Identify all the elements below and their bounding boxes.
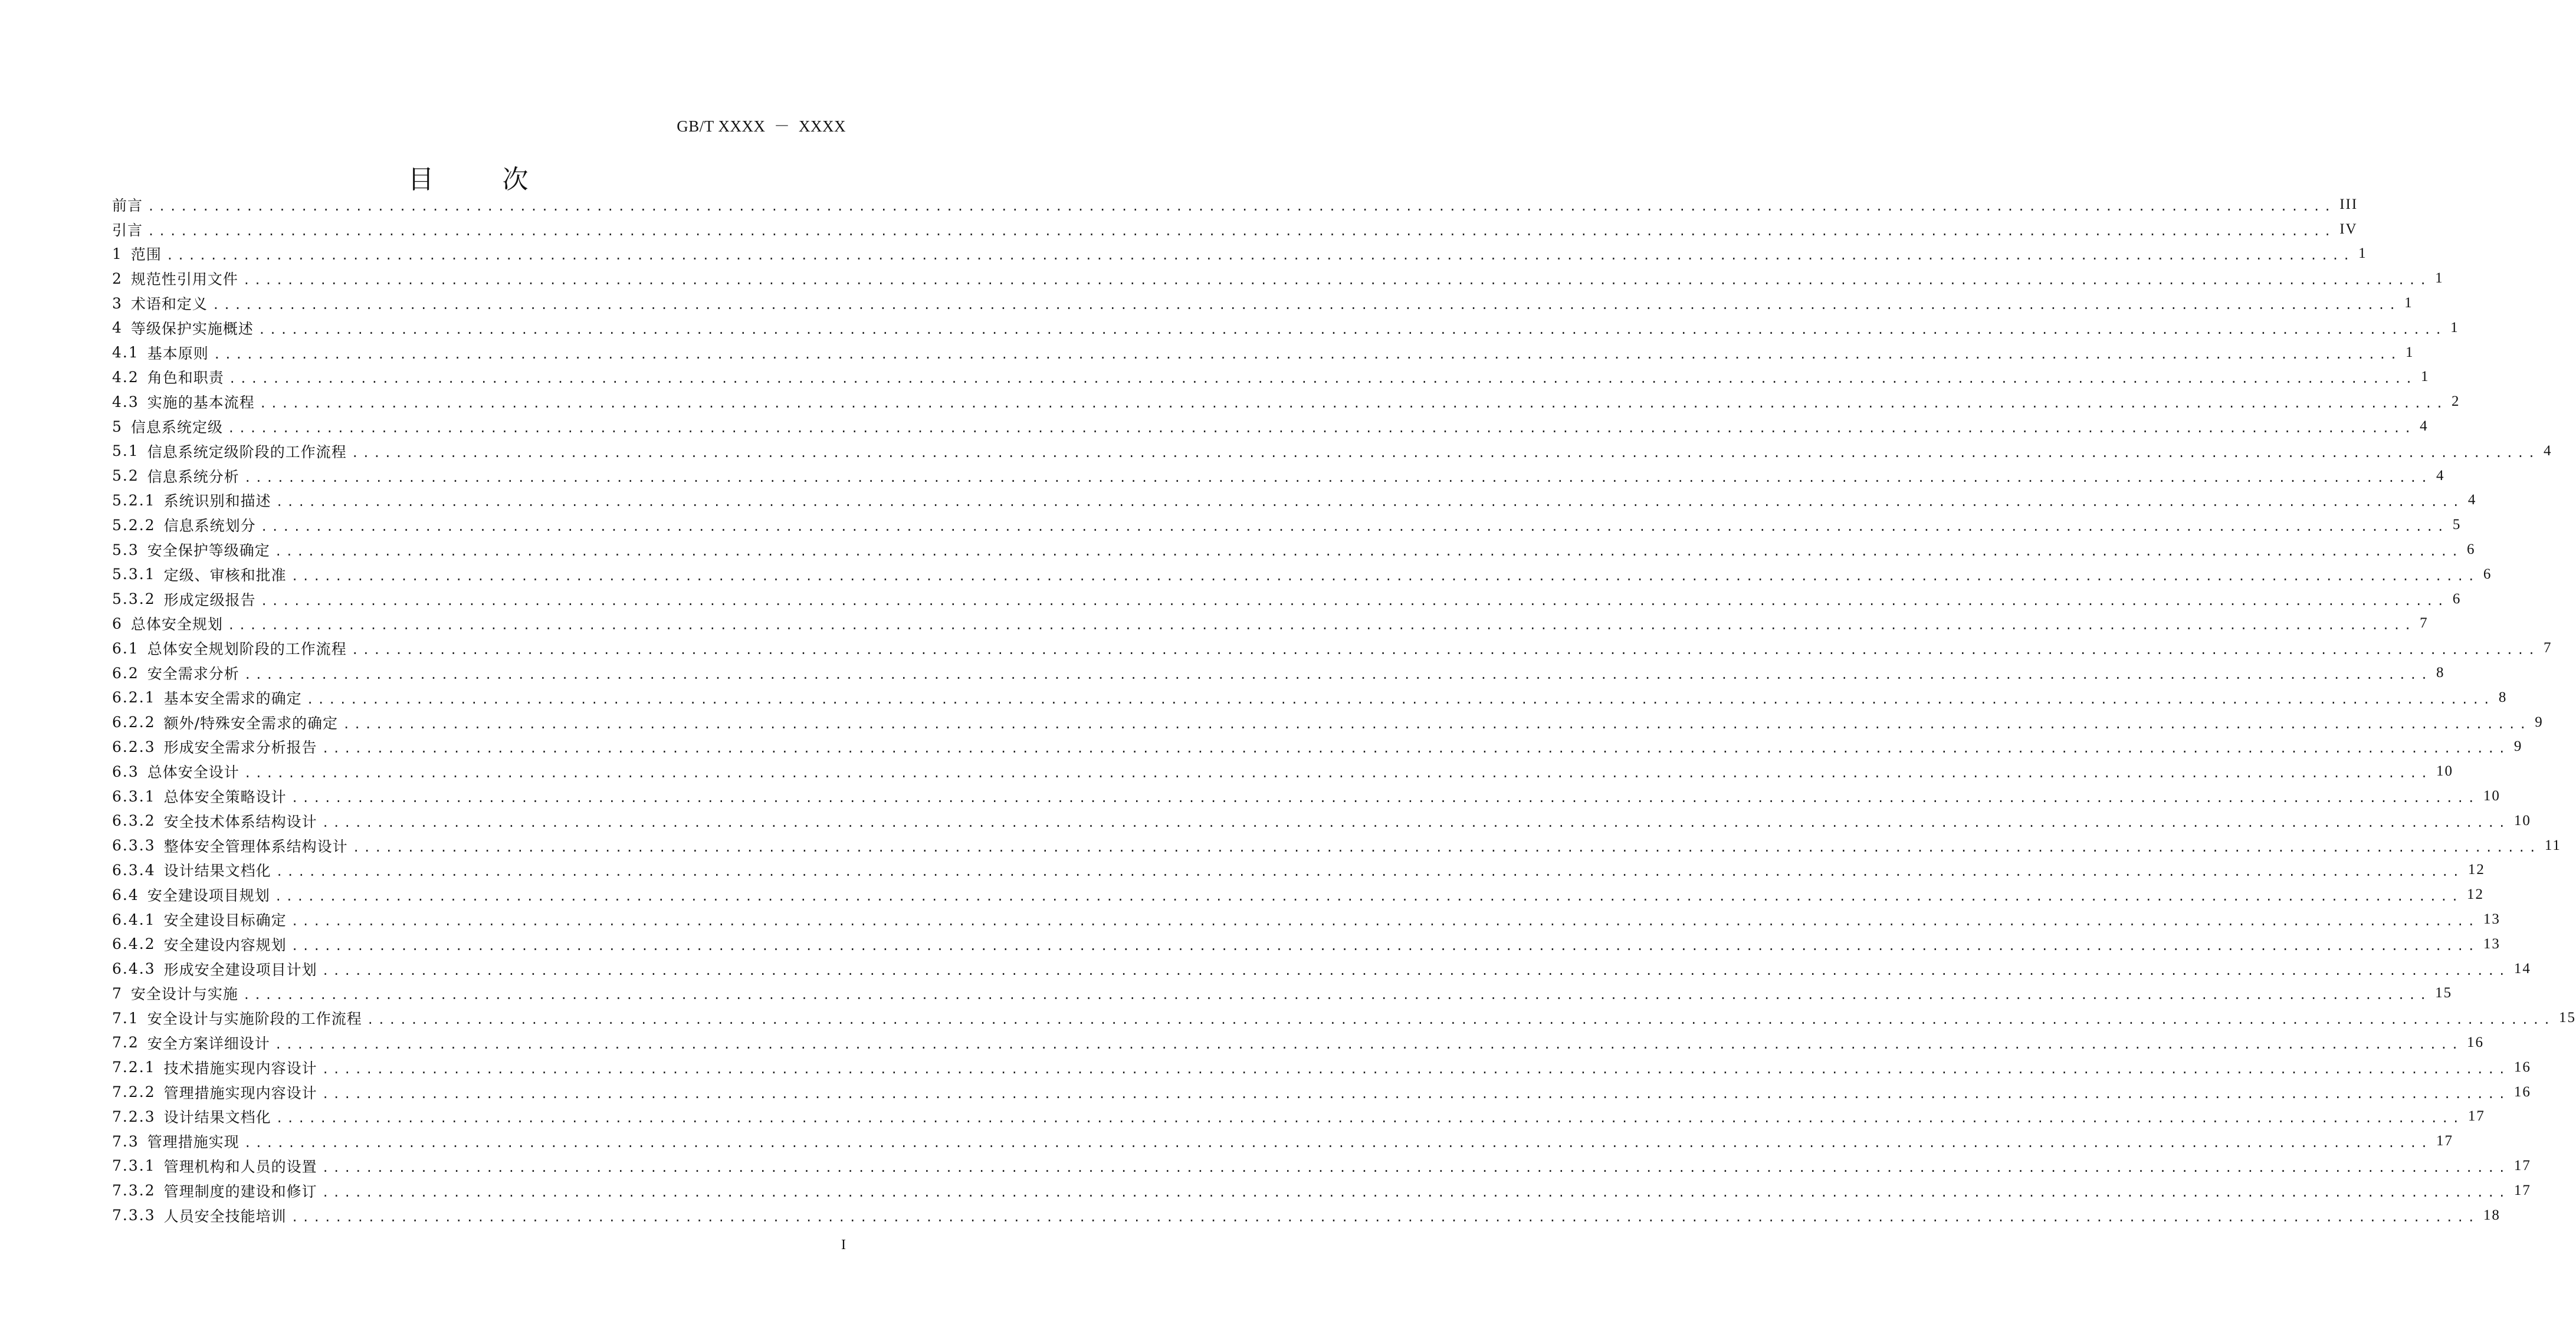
toc-entry-number: 7 (112, 984, 123, 1002)
toc-entry[interactable] (112, 1104, 2485, 1129)
toc-entry-number: 3 (112, 294, 123, 312)
document-code: GB/T XXXX － XXXX (677, 117, 846, 135)
toc-entry-number: 7.2.1 (112, 1059, 156, 1076)
toc-entry-label: 信息系统定级阶段的工作流程 (147, 443, 347, 461)
toc-entry-label: 总体安全设计 (147, 764, 239, 781)
toc-dot-leader: ........................................................................................................................................................................................................ (291, 569, 2479, 583)
toc-entry-page: 6 (2483, 566, 2492, 582)
toc-entry-number: 6.3.4 (112, 861, 156, 879)
toc-dot-leader: ........................................................................................................................................................................................................ (274, 889, 2462, 904)
toc-entry-number: 2 (112, 270, 123, 287)
toc-entry-page: IV (2339, 221, 2358, 237)
toc-entry-page: 9 (2513, 738, 2523, 755)
toc-entry[interactable] (112, 414, 2429, 439)
toc-dot-leader: ........................................................................................................................................................................................................ (259, 396, 2447, 411)
toc-entry-label: 安全设计与实施阶段的工作流程 (147, 1010, 362, 1028)
toc-entry-label: 范围 (130, 246, 162, 264)
toc-dot-leader: ........................................................................................................................................................................................................ (213, 347, 2401, 362)
toc-dot-leader: ........................................................................................................................................................................................................ (227, 618, 2416, 633)
toc-entry-label: 基本安全需求的确定 (163, 689, 302, 707)
toc-entry-number: 5.2.2 (112, 516, 156, 534)
toc-entry[interactable] (112, 710, 2544, 735)
toc-entry-page: 6 (2466, 541, 2476, 558)
toc-entry-page: 17 (2513, 1157, 2531, 1174)
toc-dot-leader: ........................................................................................................................................................................................................ (291, 791, 2479, 806)
toc-dot-leader: ........................................................................................................................................................................................................ (321, 1185, 2509, 1200)
toc-entry-label: 形成安全需求分析报告 (163, 739, 317, 757)
toc-entry-number: 5 (112, 418, 123, 435)
toc-dot-leader: ........................................................................................................................................................................................................ (321, 1160, 2509, 1175)
toc-entry-number: 7.3.3 (112, 1207, 156, 1224)
toc-entry-page: 7 (2420, 615, 2429, 632)
toc-entry-page: 4 (2467, 492, 2477, 508)
toc-entry-page: 16 (2466, 1034, 2484, 1050)
toc-entry-number: 6.3.3 (112, 837, 156, 855)
toc-entry-label: 信息系统划分 (163, 517, 256, 535)
toc-entry[interactable] (112, 661, 2445, 685)
toc-entry-label: 实施的基本流程 (147, 394, 255, 412)
toc-entry-number: 5.3.2 (112, 590, 156, 608)
toc-entry-page: 18 (2483, 1207, 2500, 1223)
toc-entry-number: 7.3 (112, 1132, 139, 1150)
toc-entry[interactable] (112, 1006, 2576, 1030)
toc-entry-page: 13 (2483, 935, 2500, 952)
toc-entry-label: 管理措施实现内容设计 (163, 1084, 317, 1102)
toc-entry-label: 基本原则 (147, 344, 209, 362)
toc-dot-leader: ........................................................................................................................................................................................................ (351, 643, 2539, 658)
toc-entry-page: 8 (2436, 665, 2445, 681)
toc-entry-page: 14 (2513, 960, 2531, 977)
toc-entry-number: 5.3 (112, 541, 139, 558)
toc-dot-leader: ........................................................................................................................................................................................................ (212, 298, 2400, 313)
toc-entry[interactable] (112, 784, 2500, 809)
toc-entry-label: 设计结果文档化 (163, 862, 271, 880)
toc-entry-label: 人员安全技能培训 (163, 1207, 287, 1225)
toc-dot-leader: ........................................................................................................................................................................................................ (242, 273, 2431, 288)
toc-entry-page: 9 (2535, 714, 2544, 730)
toc-entry-number: 6.4.2 (112, 935, 156, 953)
toc-entry[interactable] (112, 439, 2552, 464)
toc-entry-label: 等级保护实施概述 (130, 320, 254, 337)
toc-entry-label: 安全建设内容规划 (163, 936, 287, 954)
toc-entry-label: 形成安全建设项目计划 (163, 961, 317, 978)
toc-entry[interactable] (112, 1178, 2531, 1203)
toc-entry-number: 6.3.2 (112, 812, 156, 830)
toc-entry-label: 管理制度的建设和修订 (163, 1182, 317, 1200)
toc-entry[interactable] (112, 488, 2477, 513)
toc-entry[interactable] (112, 882, 2484, 907)
toc-entry-number: 6.4 (112, 886, 139, 904)
toc-dot-leader: ........................................................................................................................................................................................................ (291, 1210, 2479, 1224)
table-of-contents (112, 192, 2576, 1227)
toc-entry-number: 5.1 (112, 442, 139, 460)
toc-entry-label: 安全需求分析 (147, 665, 239, 683)
toc-entry-label: 安全设计与实施 (130, 985, 238, 1003)
toc-entry-label: 安全保护等级确定 (147, 542, 270, 560)
toc-entry-label: 额外/特殊安全需求的确定 (163, 714, 339, 732)
toc-entry-label: 定级、审核和批准 (163, 566, 287, 584)
toc-entry-page: 13 (2483, 911, 2500, 927)
footer-page-number: I (841, 1237, 846, 1253)
toc-entry[interactable] (112, 1129, 2453, 1154)
toc-entry-label: 管理措施实现 (147, 1134, 239, 1151)
toc-entry-label: 安全建设目标确定 (163, 912, 287, 929)
toc-entry[interactable] (112, 735, 2523, 760)
toc-entry[interactable] (112, 932, 2500, 957)
toc-entry[interactable] (112, 291, 2413, 316)
toc-entry-page: 17 (2436, 1133, 2453, 1149)
toc-dot-leader: ........................................................................................................................................................................................................ (351, 445, 2539, 460)
toc-entry-label: 前言 (112, 196, 143, 214)
toc-entry-number: 6.3.1 (112, 787, 156, 805)
toc-entry-page: 16 (2513, 1083, 2531, 1100)
toc-entry-number: 4.3 (112, 393, 139, 410)
toc-dot-leader: ........................................................................................................................................................................................................ (321, 1062, 2509, 1076)
toc-entry[interactable] (112, 759, 2453, 784)
toc-dot-leader: ........................................................................................................................................................................................................ (147, 199, 2335, 213)
toc-dot-leader: ........................................................................................................................................................................................................ (343, 717, 2531, 731)
toc-dot-leader: ........................................................................................................................................................................................................ (275, 495, 2463, 510)
toc-entry[interactable] (112, 685, 2508, 710)
toc-dot-leader: ........................................................................................................................................................................................................ (306, 692, 2494, 707)
toc-entry-number: 6.4.1 (112, 911, 156, 928)
toc-entry-page: 1 (2358, 245, 2367, 262)
toc-dot-leader: ........................................................................................................................................................................................................ (242, 988, 2431, 1003)
toc-dot-leader: ........................................................................................................................................................................................................ (321, 963, 2509, 978)
toc-entry-number: 7.2 (112, 1034, 139, 1052)
toc-entry[interactable] (112, 636, 2552, 661)
toc-entry[interactable] (112, 858, 2485, 883)
toc-title: 目 次 (408, 165, 550, 195)
toc-entry-label: 总体安全策略设计 (163, 789, 287, 806)
toc-entry-number: 7.1 (112, 1009, 139, 1027)
toc-dot-leader: ........................................................................................................................................................................................................ (275, 865, 2463, 879)
toc-entry-number: 7.3.2 (112, 1182, 156, 1200)
toc-dot-leader: ........................................................................................................................................................................................................ (228, 372, 2416, 386)
toc-dot-leader: ........................................................................................................................................................................................................ (244, 470, 2431, 485)
toc-entry-page: III (2339, 196, 2358, 212)
toc-entry-page: 1 (2450, 319, 2459, 336)
toc-dot-leader: ........................................................................................................................................................................................................ (258, 322, 2446, 337)
toc-entry-page: 16 (2513, 1059, 2531, 1075)
toc-dot-leader: ........................................................................................................................................................................................................ (166, 248, 2354, 263)
toc-entry[interactable] (112, 217, 2358, 242)
toc-entry-label: 引言 (112, 221, 143, 239)
toc-entry[interactable] (112, 266, 2444, 291)
toc-entry[interactable] (112, 1030, 2484, 1055)
toc-entry-number: 5.2.1 (112, 491, 156, 509)
toc-entry-number: 6.2.3 (112, 738, 156, 755)
toc-entry-page: 12 (2466, 886, 2484, 903)
toc-entry[interactable] (112, 242, 2367, 267)
toc-entry[interactable] (112, 907, 2500, 932)
toc-entry-page: 15 (2435, 985, 2453, 1001)
toc-entry-page: 1 (2435, 270, 2444, 287)
toc-dot-leader: ........................................................................................................................................................................................................ (260, 520, 2448, 534)
toc-entry-label: 安全方案详细设计 (147, 1034, 270, 1052)
toc-entry-page: 17 (2513, 1182, 2531, 1198)
toc-entry[interactable] (112, 464, 2445, 488)
toc-entry-number: 6.3 (112, 763, 139, 780)
toc-entry[interactable] (112, 192, 2358, 217)
toc-entry-number: 4 (112, 319, 123, 337)
toc-entry-number: 6.1 (112, 639, 139, 657)
toc-entry-number: 5.2 (112, 467, 139, 485)
toc-dot-leader: ........................................................................................................................................................................................................ (275, 1111, 2463, 1126)
toc-dot-leader: ........................................................................................................................................................................................................ (227, 421, 2416, 436)
toc-dot-leader: ........................................................................................................................................................................................................ (147, 224, 2335, 238)
toc-dot-leader: ........................................................................................................................................................................................................ (244, 766, 2431, 781)
toc-entry-page: 5 (2452, 517, 2462, 533)
toc-entry[interactable] (112, 1055, 2531, 1080)
toc-entry-label: 形成定级报告 (163, 591, 256, 609)
toc-entry-number: 1 (112, 245, 123, 262)
toc-entry-page: 10 (2483, 788, 2500, 804)
toc-dot-leader: ........................................................................................................................................................................................................ (291, 914, 2479, 928)
toc-dot-leader: ........................................................................................................................................................................................................ (291, 938, 2479, 953)
toc-entry[interactable] (112, 340, 2414, 365)
toc-entry-number: 7.2.3 (112, 1108, 156, 1125)
toc-entry-number: 6 (112, 615, 123, 632)
toc-entry-label: 安全建设项目规划 (147, 887, 270, 905)
toc-entry-label: 设计结果文档化 (163, 1109, 271, 1126)
toc-entry-label: 总体安全规划阶段的工作流程 (147, 640, 347, 658)
toc-entry-page: 1 (2404, 295, 2413, 311)
toc-entry[interactable] (112, 981, 2453, 1006)
toc-entry-page: 8 (2498, 689, 2508, 705)
toc-entry[interactable] (112, 316, 2459, 340)
toc-entry-number: 6.2.1 (112, 689, 156, 707)
toc-entry-page: 4 (2420, 418, 2429, 435)
toc-entry[interactable] (112, 957, 2531, 981)
toc-entry-label: 术语和定义 (130, 295, 208, 313)
toc-entry-number: 7.3.1 (112, 1157, 156, 1175)
toc-entry-label: 信息系统定级 (130, 419, 223, 436)
toc-dot-leader: ........................................................................................................................................................................................................ (274, 544, 2462, 559)
toc-entry-page: 1 (2405, 344, 2414, 360)
toc-entry[interactable] (112, 1154, 2531, 1178)
toc-entry[interactable] (112, 833, 2561, 858)
toc-entry-label: 技术措施实现内容设计 (163, 1059, 317, 1077)
toc-entry[interactable] (112, 537, 2476, 562)
toc-entry-number: 6.2 (112, 664, 139, 682)
toc-entry-page: 2 (2451, 393, 2460, 410)
toc-entry-label: 管理机构和人员的设置 (163, 1158, 317, 1175)
toc-entry[interactable] (112, 512, 2462, 537)
toc-entry[interactable] (112, 809, 2531, 833)
toc-entry[interactable] (112, 365, 2430, 390)
toc-dot-leader: ........................................................................................................................................................................................................ (274, 1037, 2462, 1052)
toc-entry-page: 17 (2467, 1108, 2485, 1125)
toc-entry-page: 12 (2467, 862, 2485, 878)
toc-dot-leader: ........................................................................................................................................................................................................ (321, 1086, 2509, 1101)
toc-entry[interactable] (112, 612, 2429, 636)
toc-entry-page: 15 (2558, 1010, 2576, 1026)
toc-entry-label: 角色和职责 (147, 369, 224, 387)
toc-entry[interactable] (112, 587, 2462, 612)
toc-entry-label: 系统识别和描述 (163, 492, 271, 510)
toc-entry-page: 6 (2452, 590, 2462, 607)
toc-dot-leader: ........................................................................................................................................................................................................ (244, 1136, 2431, 1151)
toc-entry[interactable] (112, 389, 2460, 414)
toc-entry-label: 信息系统分析 (147, 468, 239, 485)
toc-entry-page: 4 (2543, 442, 2552, 459)
toc-entry-page: 10 (2436, 763, 2453, 780)
toc-entry-page: 11 (2544, 837, 2561, 853)
toc-entry-number: 7.2.2 (112, 1083, 156, 1101)
toc-dot-leader: ........................................................................................................................................................................................................ (260, 593, 2448, 608)
toc-dot-leader: ........................................................................................................................................................................................................ (366, 1013, 2554, 1027)
toc-entry-page: 4 (2436, 467, 2445, 484)
toc-dot-leader: ........................................................................................................................................................................................................ (352, 840, 2540, 855)
toc-entry-number: 5.3.1 (112, 566, 156, 583)
toc-entry-page: 1 (2420, 369, 2430, 385)
toc-entry-label: 安全技术体系结构设计 (163, 813, 317, 830)
toc-dot-leader: ........................................................................................................................................................................................................ (244, 668, 2431, 682)
toc-entry[interactable] (112, 1080, 2531, 1105)
toc-entry[interactable] (112, 1203, 2500, 1228)
toc-dot-leader: ........................................................................................................................................................................................................ (321, 741, 2509, 756)
toc-entry-label: 总体安全规划 (130, 616, 223, 633)
toc-entry-number: 6.2.2 (112, 714, 156, 731)
toc-entry[interactable] (112, 562, 2492, 587)
toc-entry-number: 4.1 (112, 344, 139, 362)
toc-entry-number: 6.4.3 (112, 960, 156, 978)
toc-dot-leader: ........................................................................................................................................................................................................ (321, 815, 2509, 830)
toc-entry-label: 规范性引用文件 (130, 271, 238, 288)
toc-entry-page: 10 (2513, 812, 2531, 829)
toc-entry-label: 整体安全管理体系结构设计 (163, 837, 348, 855)
toc-entry-page: 7 (2543, 640, 2552, 656)
toc-entry-number: 4.2 (112, 368, 139, 386)
